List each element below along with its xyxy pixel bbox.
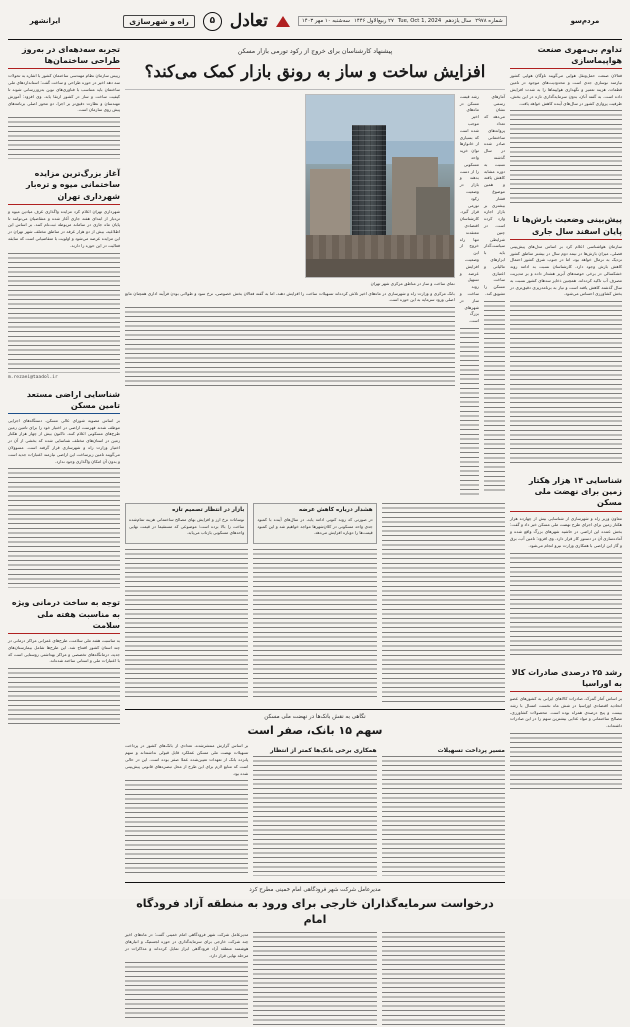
divider: [125, 89, 505, 90]
right-item-1: [8, 168, 120, 379]
main-body-col1: رشد قیمت مسکن در ماه‌های اخیر موجب شده است که بسیاری از خانوارها توان خرید واحد مسکونی را از دست بدهند و بازار در وضعیت رکود تورمی قرار گیرد. کارشناسان اقتصادی معتقدند تنها راه خروج از این وضعیت، افزایش عرضه و تسهیل روند ساخت و ساز در شهرهای بزرگ است.: [460, 94, 479, 498]
bottom-divider: [125, 882, 505, 883]
lower-col-2: [253, 503, 376, 703]
section-label: راه و شهرسازی: [123, 15, 195, 28]
lower-col-1: [125, 503, 248, 703]
bottom-col-2-filler: [253, 932, 376, 1027]
right-item-1-body: شهرداری تهران اعلام کرد مزایده واگذاری غرف میادین میوه و تره‌بار از ابتدای هفته جاری آغاز شده و متقاضیان می‌توانند تا پایان ماه جاری در سامانه مربوطه ثبت‌نام کنند. بر اساس این اطلاعیه، بیش از دو هزار غرفه در مناطق مختلف شهر تهران در این مزایده عرضه می‌شود و اولویت با متقاضیانی است که سابقه فعالیت در این حوزه را دارند.: [8, 209, 120, 373]
main-box-1-title: بازار در انتظار تصمیم تازه: [172, 506, 245, 513]
mid-sub-2: مسیر پرداخت تسهیلات: [437, 747, 505, 755]
right-item-1-title: آغاز بزرگ‌ترین مزایده ساختمانی میوه و تره‌بار شهرداری تهران: [8, 168, 120, 205]
mid-col-1: [125, 743, 248, 876]
bottom-body: مدیرعامل شرکت شهر فرودگاهی امام خمینی گفت: در ماه‌های اخیر چند شرکت خارجی برای سرمایه‌گذاری در حوزه لجستیک و انبارهای هوشمند منطقه آزاد فرودگاهی ابراز تمایل کرده‌اند و مذاکرات در مرحله نهایی قرار دارد.: [125, 932, 248, 1022]
left-item-2: [510, 475, 622, 658]
bottom-col-3: [382, 932, 505, 1027]
left-item-1-title: پیش‌بینی وضعیت بارش‌ها تا پایان اسفند سال جاری: [510, 214, 622, 239]
right-item-0-title: تجربه سه‌دهه‌ای در به‌روز طراحی ساختمان‌ها: [8, 44, 120, 69]
bottom-kicker: مدیرعامل شرکت شهر فرودگاهی امام خمینی مطرح کرد: [249, 887, 381, 894]
left-item-0: [510, 44, 622, 205]
main-body-col3: بانک مرکزی و وزارت راه و شهرسازی در ماه‌های اخیر تلاش کرده‌اند تسهیلات ساخت را افزایش دهند، اما به گفته فعالان بخش خصوصی، نرخ سود و طولانی بودن فرآیند اداری همچنان مانع اصلی ورود سرمایه به این حوزه است.: [125, 291, 455, 388]
main-kicker: پیشنهاد کارشناسان برای خروج از رکود تورمی بازار مسکن: [237, 47, 393, 55]
publication-logo: تعادل: [229, 11, 268, 31]
left-sidebar: [510, 44, 622, 896]
left-item-0-title: تداوم بی‌مهری صنعت هواپیماسازی: [510, 44, 622, 69]
triangle-icon: [276, 16, 290, 27]
left-item-3-title: رشد ۲۵ درصدی صادرات کالا به اوراسیا: [510, 667, 622, 692]
left-item-1-body: سازمان هواشناسی اعلام کرد بر اساس مدل‌های پیش‌بینی فصلی، میزان بارش‌ها در نیمه دوم سال در بیشتر مناطق کشور نزدیک به نرمال خواهد بود، اما در جنوب شرق کشور احتمال کاهش بارش وجود دارد. کارشناسان نسبت به ادامه روند خشکسالی در برخی حوضه‌های آبریز هشدار داده و بر مدیریت مصرف آب تاکید کرده‌اند. همچنین ذخایر سدهای کشور نسبت به سال گذشته کاهش یافته است و نیاز به برنامه‌ریزی دقیق‌تری در بخش کشاورزی احساس می‌شود.: [510, 244, 622, 466]
main-content: [125, 44, 505, 958]
bottom-headline: درخواست سرمایه‌گذاران خارجی برای ورود به منطقه آزاد فرودگاه امام: [136, 897, 494, 926]
bottom-col-2: [253, 932, 376, 1027]
right-sidebar: [8, 44, 120, 896]
photo-caption: نمای ساخت و ساز در مناطق مرکزی شهر تهران: [370, 280, 455, 286]
date-part-2: Tue, Oct 1, 2024: [397, 18, 442, 24]
right-item-2-body: بر اساس مصوبه شورای عالی مسکن، دستگاه‌های اجرایی موظف شدند فهرست اراضی در اختیار خود را برای تامین زمین طرح‌های مسکونی اعلام کنند. تاکنون بیش از چهار هزار هکتار زمین در استان‌های مختلف شناسایی شده که بخشی از آن در اختیار وزارت راه و شهرسازی قرار گرفته است. مسوولان می‌گویند تامین زیرساخت این اراضی نیازمند اعتبارات جدید است و بدون آن امکان واگذاری وجود ندارد.: [8, 418, 120, 589]
right-item-1-signature: m.rezaei@taadol.ir: [8, 374, 58, 380]
date-part-1: ۲۷ ربیع‌الاول ۱۴۴۶: [354, 18, 394, 24]
mid-kicker: نگاهی به نقش بانک‌ها در نهضت ملی مسکن: [264, 713, 366, 720]
lead-section: [125, 94, 505, 498]
lead-text-wrap: [460, 94, 479, 498]
main-box-2-body: در صورتی که روند کنونی ادامه یابد، در سال‌های آینده با کمبود جدی واحد مسکونی در کلان‌شهرها مواجه خواهیم شد و این کمبود قیمت‌ها را دوباره افزایش می‌دهد.: [257, 516, 373, 536]
main-box-2: [253, 503, 376, 544]
right-item-2-title: شناسایی اراضی مستعد تامین مسکن: [8, 389, 120, 414]
bottom-col-3-filler: [382, 932, 505, 1027]
mid-headline: سهم ۱۵ بانک، صفر است: [247, 723, 383, 737]
mid-sub-1: همکاری برخی بانک‌ها کمتر از انتظار: [270, 747, 377, 755]
main-body-col2: آمارهای رسمی نشان می‌دهد که تعداد پروانه‌های ساختمانی صادر شده در سال گذشته نسبت به دوره مشابه کاهش یافته و همین موضوع فشار بیشتری بر بازار اجاره وارد کرده است. در چنین شرایطی سیاست‌گذار باید با ابزارهای مالیاتی و اعتباری ساخت مسکن را تشویق کند.: [484, 94, 505, 491]
date-part-0: سه‌شنبه ۱۰ مهر ۱۴۰۳: [301, 18, 350, 24]
main-lower-columns: [125, 503, 505, 703]
masthead: [8, 6, 622, 40]
right-item-3-body: به مناسبت هفته ملی سلامت، طرح‌های عمرانی مراکز درمانی در چند استان کشور افتتاح شد. این طرح‌ها شامل بیمارستان‌های جدید، درمانگاه‌های تخصصی و مراکز بهداشتی روستایی است که با اعتبارات ملی و استانی ساخته شده‌اند.: [8, 638, 120, 728]
lower-col-3-filler: [382, 503, 505, 703]
masthead-left-label: مردم‌سو: [570, 17, 600, 25]
mid-col-2: [253, 743, 376, 876]
left-item-3-body: بر اساس آمار گمرک، صادرات کالاهای ایرانی به کشورهای عضو اتحادیه اقتصادی اوراسیا در شش ماه نخست امسال با رشد بیست و پنج درصدی همراه بوده است. محصولات کشاورزی، مصالح ساختمانی و مواد غذایی بیشترین سهم را در این صادرات داشته‌اند.: [510, 696, 622, 793]
mid-divider: [125, 709, 505, 710]
date-line: [298, 16, 507, 26]
mid-body: بر اساس گزارش منتشرشده، تعدادی از بانک‌های کشور در پرداخت تسهیلات نهضت ملی مسکن عملکرد قابل قبولی نداشته‌اند و سهم پانزده بانک از تعهدات تعیین‌شده عملا صفر بوده است. این در حالی است که منابع لازم برای این طرح از محل تبصره‌های قانونی پیش‌بینی شده بود.: [125, 743, 248, 875]
page-columns: [8, 44, 622, 958]
lower-col-2-filler: [253, 549, 376, 699]
main-headline: افزایش ساخت و ساز به رونق بازار کمک می‌کند؟: [144, 61, 486, 81]
left-item-3: [510, 667, 622, 793]
bottom-columns: [125, 932, 505, 1027]
left-item-1: [510, 214, 622, 466]
right-item-2: [8, 389, 120, 589]
lower-col-3: [382, 503, 505, 703]
masthead-right-label: ایرانشهر: [29, 17, 61, 25]
lead-photo-wrap: [125, 94, 455, 498]
masthead-center: [82, 11, 548, 31]
main-box-2-title: هشدار درباره کاهش عرضه: [298, 506, 373, 513]
mid-col-3: [382, 743, 505, 876]
main-box-1-body: نوسانات نرخ ارز و افزایش بهای مصالح ساختمانی هزینه تمام‌شده ساخت را بالا برده است؛ موضوعی که مستقیما در قیمت نهایی واحدهای مسکونی بازتاب می‌یابد.: [129, 516, 245, 536]
main-box-1: [125, 503, 248, 544]
right-item-0-body: رییس سازمان نظام مهندسی ساختمان کشور با اشاره به تحولات سه دهه اخیر در حوزه طراحی و ساخت گفت: استانداردهای ملی ساختمان باید متناسب با فناوری‌های نوین به‌روزرسانی شوند تا کیفیت ساخت و ساز در کشور ارتقا یابد. وی افزود: آموزش مهندسان و نظارت دقیق‌تر بر اجرا، دو محور اصلی برنامه‌های پیش روی سازمان است.: [8, 73, 120, 159]
mid-col-3-filler: [382, 756, 505, 876]
left-item-2-title: شناسایی ۱۴ هزار هکتار زمین برای نهضت ملی مسکن: [510, 475, 622, 512]
lower-col-1-filler: [125, 549, 248, 699]
left-item-0-body: فعالان صنعت حمل‌ونقل هوایی می‌گویند ناوگان هوایی کشور نیازمند نوسازی جدی است و محدودیت‌های موجود در تامین قطعات، هزینه تعمیر و نگهداری هواپیماها را به شدت افزایش داده است. به گفته آنان، بدون سرمایه‌گذاری تازه در این بخش، ظرفیت پروازی کشور در سال‌های آینده کاهش خواهد یافت.: [510, 73, 622, 205]
bottom-col-1: [125, 932, 248, 1027]
date-part-4: شماره ۲۹۷۸: [475, 18, 503, 24]
right-item-3: [8, 597, 120, 728]
mid-col-2-filler: [253, 756, 376, 876]
mid-columns: [125, 743, 505, 876]
date-part-3: سال یازدهم: [445, 18, 472, 24]
right-item-3-title: توجه به ساخت درمانی ویژه به مناسبت هفته ملی سلامت: [8, 597, 120, 634]
issue-circle: ۵: [203, 12, 222, 31]
right-item-0: [8, 44, 120, 159]
left-item-2-body: معاون وزیر راه و شهرسازی از شناسایی بیش از چهارده هزار هکتار زمین برای اجرای طرح نهضت ملی مسکن خبر داد و گفت: بخش عمده این اراضی در حاشیه شهرهای بزرگ واقع شده و آماده‌سازی آن در دستور کار قرار دارد. وی افزود: تامین آب، برق و گاز این اراضی با همکاری وزارت نیرو انجام می‌شود.: [510, 516, 622, 658]
lead-text-wrap-2: [484, 94, 505, 498]
article-photo: [305, 94, 455, 278]
